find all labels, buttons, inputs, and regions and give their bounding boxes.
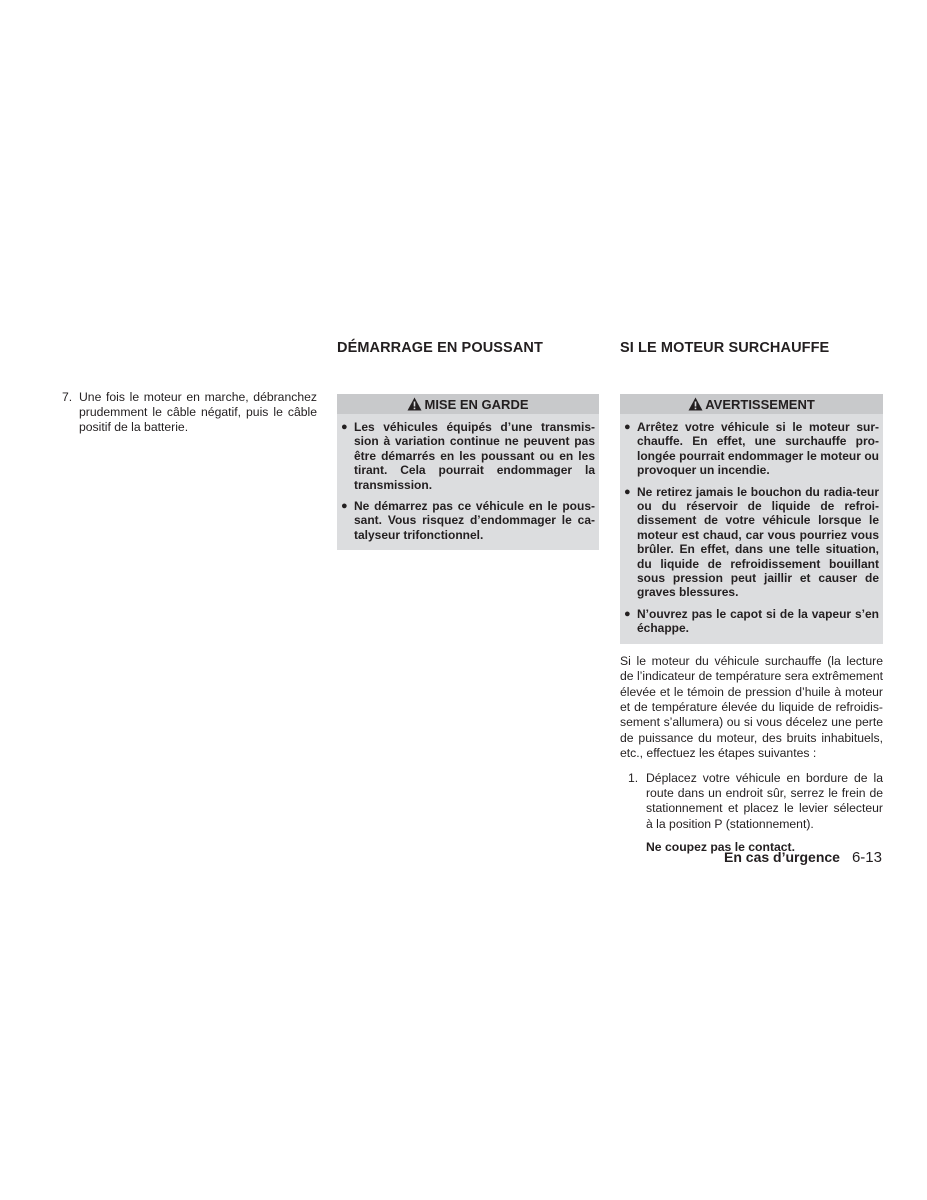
caution-title: MISE EN GARDE [424, 397, 529, 412]
step-note: Ne coupez pas le contact. [646, 840, 795, 855]
step-text: Déplacez votre véhicule en bordure de la route dans un endroit sûr, serrez le frein de stationnement et placez le levier sélecteur à la position P (stationnement). [646, 770, 883, 831]
step-number: 7. [62, 390, 73, 404]
warning-title: AVERTISSEMENT [705, 397, 815, 412]
section-heading-overheat: SI LE MOTEUR SURCHAUFFE [620, 340, 830, 356]
bullet-dot-icon: ● [624, 607, 631, 620]
page-number: 6-13 [851, 849, 882, 866]
middle-column [337, 340, 599, 550]
warning-bullet-text: Arrêtez votre véhicule si le moteur sur-chauffe. En effet, une surchauffe pro-longée pourrait endommager le moteur ou provoquer un incendie. [637, 420, 879, 478]
bullet-dot-icon: ● [341, 500, 348, 513]
step-7 [62, 390, 317, 436]
bullet-dot-icon: ● [341, 421, 348, 433]
overheat-paragraph: Si le moteur du véhicule surchauffe (la lecture de l’indicateur de température sera extrêmement élevée et le témoin de pression d’huile à moteur et de température élevée du liquide de refroidis-sement s’allumera) ou si vous décelez une perte de puissance du moteur, des bruits inhabituels, etc., effectuez les étapes suivantes : [620, 653, 883, 761]
bullet-dot-icon: ● [624, 485, 631, 498]
caution-bullet-text: Les véhicules équipés d’une transmis-sion à variation continue ne peuvent pas être démarrés en les poussant ou en les tirant. Cela pourrait endommager la transmission. [354, 420, 595, 492]
warning-bullet [624, 485, 879, 600]
right-column [620, 340, 883, 854]
caution-bullet [341, 499, 595, 542]
warning-bullet [624, 420, 879, 478]
warning-triangle-icon [407, 396, 422, 417]
bullet-dot-icon: ● [624, 421, 631, 433]
warning-bullet [624, 607, 879, 636]
warning-title-bar [620, 394, 883, 414]
step-text: Une fois le moteur en marche, débranchez prudemment le câble négatif, puis le câble positif de la batterie. [79, 390, 317, 435]
footer-section-title: En cas d’urgence [724, 849, 840, 865]
section-heading-push-start: DÉMARRAGE EN POUSSANT [337, 340, 543, 356]
step-number: 1. [628, 770, 639, 785]
warning-box [620, 394, 883, 644]
warning-bullet-text: N’ouvrez pas le capot si de la vapeur s’en échappe. [637, 606, 879, 636]
caution-box [337, 394, 599, 550]
warning-bullet-text: Ne retirez jamais le bouchon du radia-teur ou du réservoir de liquide de refroi-dissement de votre véhicule lorsque le moteur est chaud, car vous pourriez vous brûler. En effet, dans une telle situation, du liquide de refroidissement bouillant sous pression peut jaillir et causer de graves blessures. [637, 484, 879, 600]
page-footer [724, 849, 882, 866]
step-1 [620, 771, 883, 833]
caution-title-bar [337, 394, 599, 414]
caution-bullet-text: Ne démarrez pas ce véhicule en le pous-sant. Vous risquez d’endommager le ca-talyseur trifonctionnel. [354, 499, 595, 542]
warning-triangle-icon [688, 396, 703, 417]
caution-bullet [341, 420, 595, 492]
left-column [62, 390, 317, 436]
